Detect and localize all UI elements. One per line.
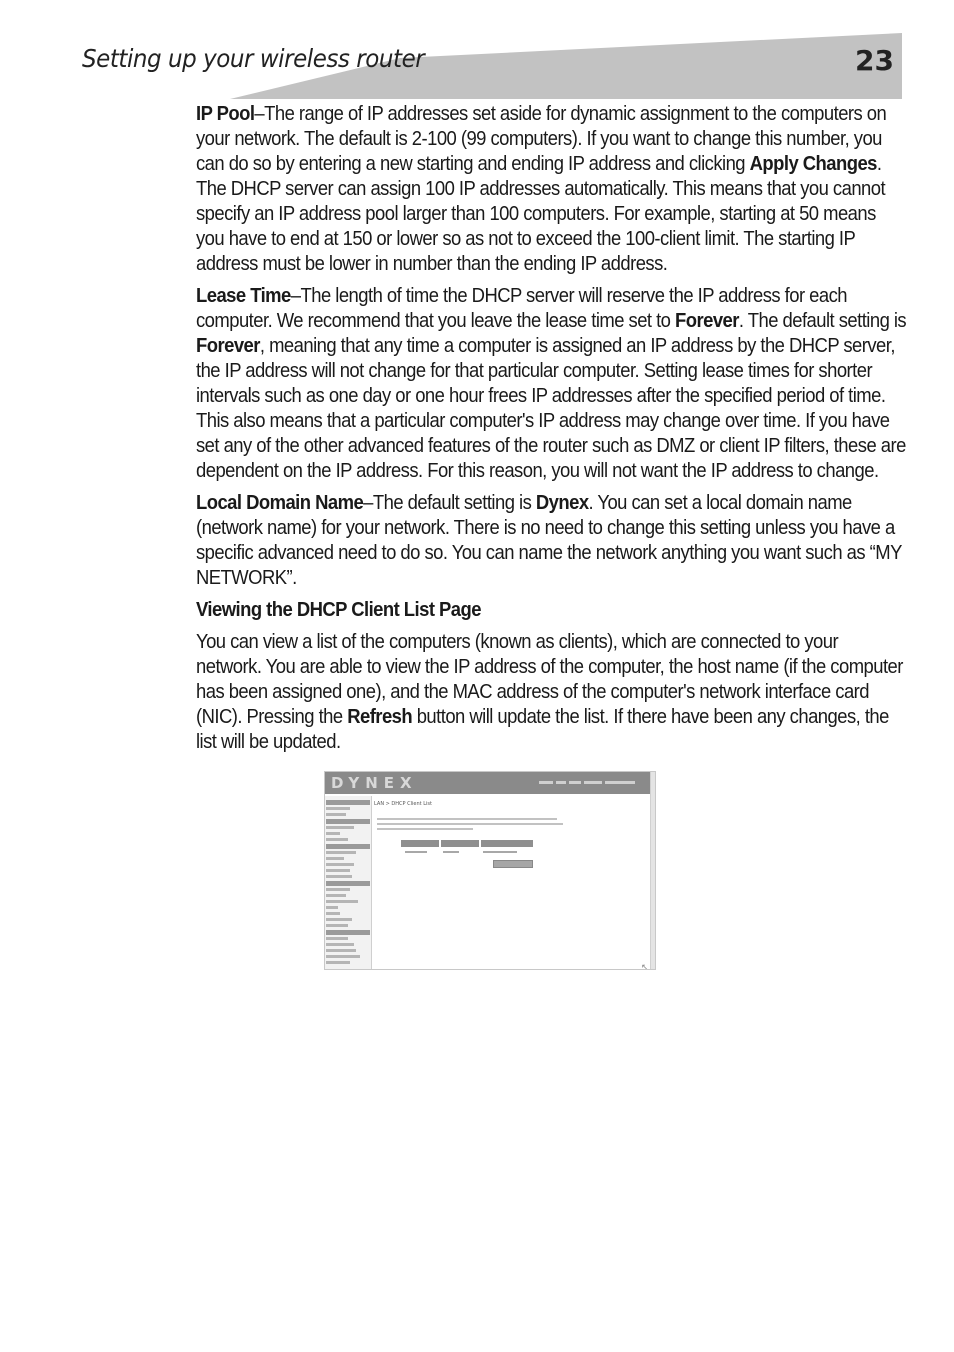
table-header <box>401 840 439 847</box>
screenshot-scrollbar <box>650 772 655 969</box>
sidebar-item[interactable] <box>326 918 352 921</box>
sidebar-section-header <box>326 881 370 886</box>
lease-time-text-2: . The default setting is <box>738 309 907 332</box>
lease-time-term: Lease Time <box>196 284 291 307</box>
forever-term: Forever <box>674 309 739 332</box>
dynex-logo: DYNEX <box>331 774 418 792</box>
page-body <box>196 101 907 761</box>
sidebar-item[interactable] <box>326 875 352 878</box>
table-header <box>481 840 533 847</box>
page-number: 23 <box>855 44 894 77</box>
sidebar-item[interactable] <box>326 869 350 872</box>
table-header <box>441 840 479 847</box>
sidebar-item[interactable] <box>326 943 354 946</box>
sidebar-section-header <box>326 819 370 824</box>
sidebar-item[interactable] <box>326 961 350 964</box>
ip-pool-text-2: . The DHCP server can assign 100 IP addresses automatically. This means that you cannot specify an IP address pool larger than 100 computers. For example, starting at 50 means you have to end at 150 or lower so as not to exceed the 100-client limit. The starting IP address must be lower in number than the ending IP address. <box>196 152 886 275</box>
dhcp-client-list-screenshot <box>324 771 656 970</box>
lease-time-paragraph <box>196 283 907 483</box>
desc-line <box>377 818 557 820</box>
sidebar-item[interactable] <box>326 894 346 897</box>
screenshot-main <box>373 796 649 969</box>
screenshot-page-title: LAN > DHCP Client List <box>374 801 432 807</box>
sidebar-item[interactable] <box>326 807 350 810</box>
ip-pool-text: –The range of IP addresses set aside for dynamic assignment to the computers on your network. The default is 2-100 (99 computers). If you want to change this number, you can do so by entering a new starting and ending IP address and clicking <box>196 102 887 175</box>
table-cell <box>443 851 459 853</box>
client-list-text-2: button will update the list. If there have been any changes, the list will be updated. <box>196 705 889 753</box>
sidebar-item[interactable] <box>326 912 340 915</box>
ip-pool-term: IP Pool <box>196 102 255 125</box>
sidebar-section-header <box>326 930 370 935</box>
local-domain-paragraph <box>196 490 907 590</box>
desc-line <box>377 828 473 830</box>
lease-time-text-3: , meaning that any time a computer is assigned an IP address by the DHCP server, the IP address will not change for that particular computer. Setting lease times for shorter intervals such as one day or one hour frees IP addresses after the specified period of time. This also means that a particular computer's IP address may change over time. If you have set any of the other advanced features of the router such as DMZ or client IP filters, these are dependent on the IP address. For this reason, you will not want the IP address to change. <box>196 334 906 482</box>
sidebar-item[interactable] <box>326 857 344 860</box>
table-cell <box>405 851 427 853</box>
screenshot-header <box>325 772 655 794</box>
apply-changes-term: Apply Changes <box>749 152 877 175</box>
sidebar-item[interactable] <box>326 813 346 816</box>
sidebar-item[interactable] <box>326 949 356 952</box>
screenshot-sidebar <box>325 796 372 969</box>
mouse-cursor-icon: ↖ <box>641 963 649 970</box>
local-domain-term: Local Domain Name <box>196 491 364 514</box>
screenshot-top-nav <box>539 781 649 785</box>
sidebar-item[interactable] <box>326 900 358 903</box>
sidebar-item[interactable] <box>326 906 338 909</box>
refresh-term: Refresh <box>347 705 413 728</box>
local-domain-text-2: . You can set a local domain name (network name) for your network. There is no need to change this setting unless you have a specific advanced need to do so. You can name the network anything you want such as “MY NETWORK”. <box>196 491 902 589</box>
sidebar-item[interactable] <box>326 832 340 835</box>
lease-time-text: –The length of time the DHCP server will reserve the IP address for each computer. We recommend that you leave the lease time set to <box>196 284 848 332</box>
sidebar-item[interactable] <box>326 851 356 854</box>
sidebar-item[interactable] <box>326 838 348 841</box>
dynex-term: Dynex <box>535 491 589 514</box>
sidebar-item[interactable] <box>326 863 354 866</box>
forever-term-2: Forever <box>196 334 260 357</box>
sidebar-item[interactable] <box>326 937 348 940</box>
sidebar-item[interactable] <box>326 826 354 829</box>
running-header-title: Setting up your wireless router <box>82 44 425 73</box>
refresh-button[interactable] <box>493 860 533 868</box>
ip-pool-paragraph <box>196 101 907 276</box>
sidebar-item[interactable] <box>326 888 350 891</box>
sidebar-section-header <box>326 844 370 849</box>
sidebar-item[interactable] <box>326 955 360 958</box>
client-list-paragraph <box>196 629 907 754</box>
table-cell <box>483 851 517 853</box>
local-domain-text: –The default setting is <box>363 491 536 514</box>
section-subheading: Viewing the DHCP Client List Page <box>196 598 481 621</box>
sidebar-item[interactable] <box>326 924 348 927</box>
sidebar-section-header <box>326 800 370 805</box>
client-list-text: You can view a list of the computers (known as clients), which are connected to your network. You are able to view the IP address of the computer, the host name (if the computer has been assigned one), and the MAC address of the computer's network interface card (NIC). Pressing the <box>196 630 903 728</box>
desc-line <box>377 823 563 825</box>
